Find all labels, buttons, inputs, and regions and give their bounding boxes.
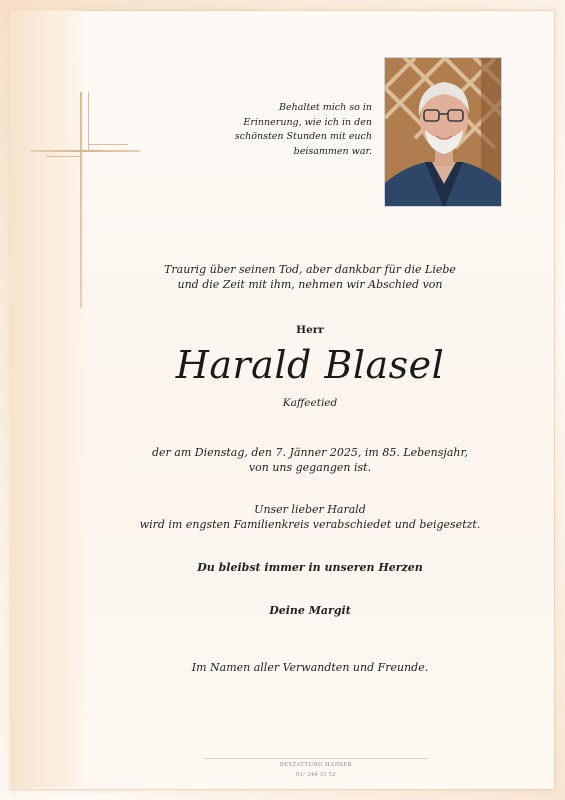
funeral-home-phone: 01/ 244 33 52: [296, 772, 336, 778]
memorial-quote: [200, 101, 372, 159]
death-notice: [100, 445, 520, 475]
farewell-notice: [90, 502, 530, 532]
salutation: Herr: [296, 324, 324, 336]
signature-line: Deine Margit: [269, 604, 351, 617]
quote-line: beisammen war.: [293, 145, 372, 157]
intro-text: [100, 262, 520, 292]
quote-line: Behaltet mich so in: [279, 102, 372, 113]
farewell-line: wird im engsten Familienkreis verabschiedet und beigesetzt.: [139, 518, 481, 531]
farewell-line: Unser lieber Harald: [254, 503, 366, 516]
death-line: von uns gegangen ist.: [248, 461, 372, 474]
quote-line: schönsten Stunden mit euch: [234, 131, 372, 142]
left-border-band: [10, 10, 88, 788]
relatives-line: Im Namen aller Verwandten und Freunde.: [191, 661, 429, 674]
intro-line: und die Zeit mit ihm, nehmen wir Abschied von: [177, 278, 443, 291]
deceased-name: Harald Blasel: [175, 343, 445, 387]
occupation: Kaffeetied: [282, 397, 338, 409]
intro-line: Traurig über seinen Tod, aber dankbar für die Liebe: [164, 263, 456, 276]
footer-divider: [204, 758, 428, 759]
remembrance-line: Du bleibst immer in unseren Herzen: [197, 561, 423, 574]
death-line: der am Dienstag, den 7. Jänner 2025, im 85. Lebensjahr,: [151, 446, 469, 459]
portrait-photo: [384, 57, 502, 207]
funeral-home-name: BESTATTUNG HANSER: [279, 762, 353, 768]
quote-line: Erinnerung, wie ich in den: [243, 116, 372, 128]
